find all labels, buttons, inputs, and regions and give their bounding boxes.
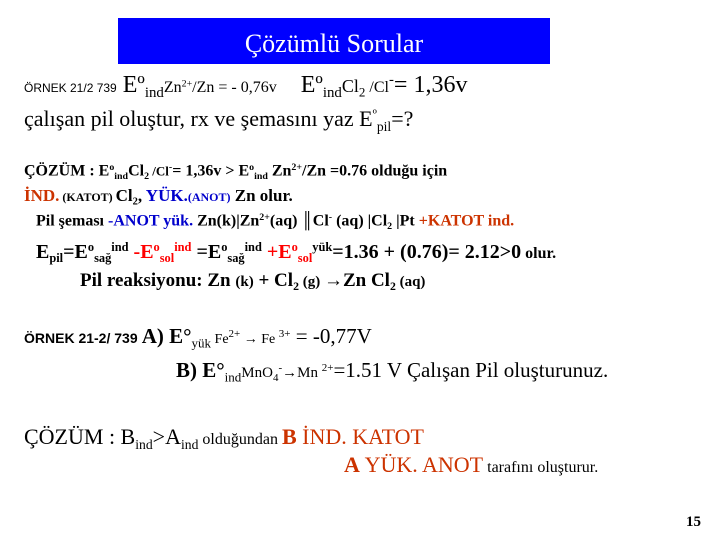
page-number: 15 (686, 514, 701, 530)
solution1-line3: Pil şeması -ANOT yük. $Zn(k)|Zn^{2+}(aq)$ ║Cl- (aq) $|Cl_2$ |Pt +KATOT ind. (36, 212, 515, 232)
example2-label: ÖRNEK 21-2/ 739 (24, 330, 138, 346)
title-banner (118, 18, 550, 64)
example1-line2: çalışan pil oluştur, rx ve şemasını yaz $E^º_{pil}=$? (24, 106, 414, 134)
solution2-line1: ÇÖZÜM : $B_{ind}>A_{ind}$ olduğundan B İND. KATOT (24, 424, 424, 452)
example1-line1 (24, 72, 467, 102)
example1-e1: $Eº_{ind}Zn^{2+}/Zn$ = - 0,76v (122, 72, 277, 102)
solution2-line2: A YÜK. ANOT tarafını oluşturur. (344, 452, 599, 477)
example1-e2: $Eº_{ind}Cl_2$ /Cl-= 1,36v (300, 72, 468, 102)
solution1-line2: İND. (KATOT) $Cl_2$, YÜK.(ANOT) Zn olur. (24, 186, 293, 208)
example1-label: ÖRNEK 21/2 739 (24, 81, 117, 96)
example2-line2: B) $E^\circ_{ind}MnO_4^-\to Mn$ $^{2+}$=1.51 V Çalışan Pil oluşturunuz. (176, 358, 609, 385)
example2-line1: ÖRNEK 21-2/ 739 A) $E^\circ_{yük}$ $Fe^{2+} \to Fe$ $^{3+}$ = -0,77V (24, 324, 372, 351)
solution1-line4: $E_{pil}=E^o_{sağ}^{ind}$ $-E^o_{sol}^{ind} =E^o_{sağ}^{ind} +E^o_{sol}^{yük}=1.36 + (0.76)= 2.12>0$ olur. (36, 240, 557, 266)
page-title: Çözümlü Sorular (244, 29, 424, 58)
solution1-line1: ÇÖZÜM : $E^o_{ind}Cl_2$ $/Cl^-= 1,36v > E^o_{ind}$ $Zn^{2+}/Zn =0.76$ olduğu için (24, 162, 448, 182)
solution1-line5: Pil reaksiyonu: Zn $(k) + Cl_2$ (g) →Zn $Cl_2$ (aq) (80, 270, 426, 294)
